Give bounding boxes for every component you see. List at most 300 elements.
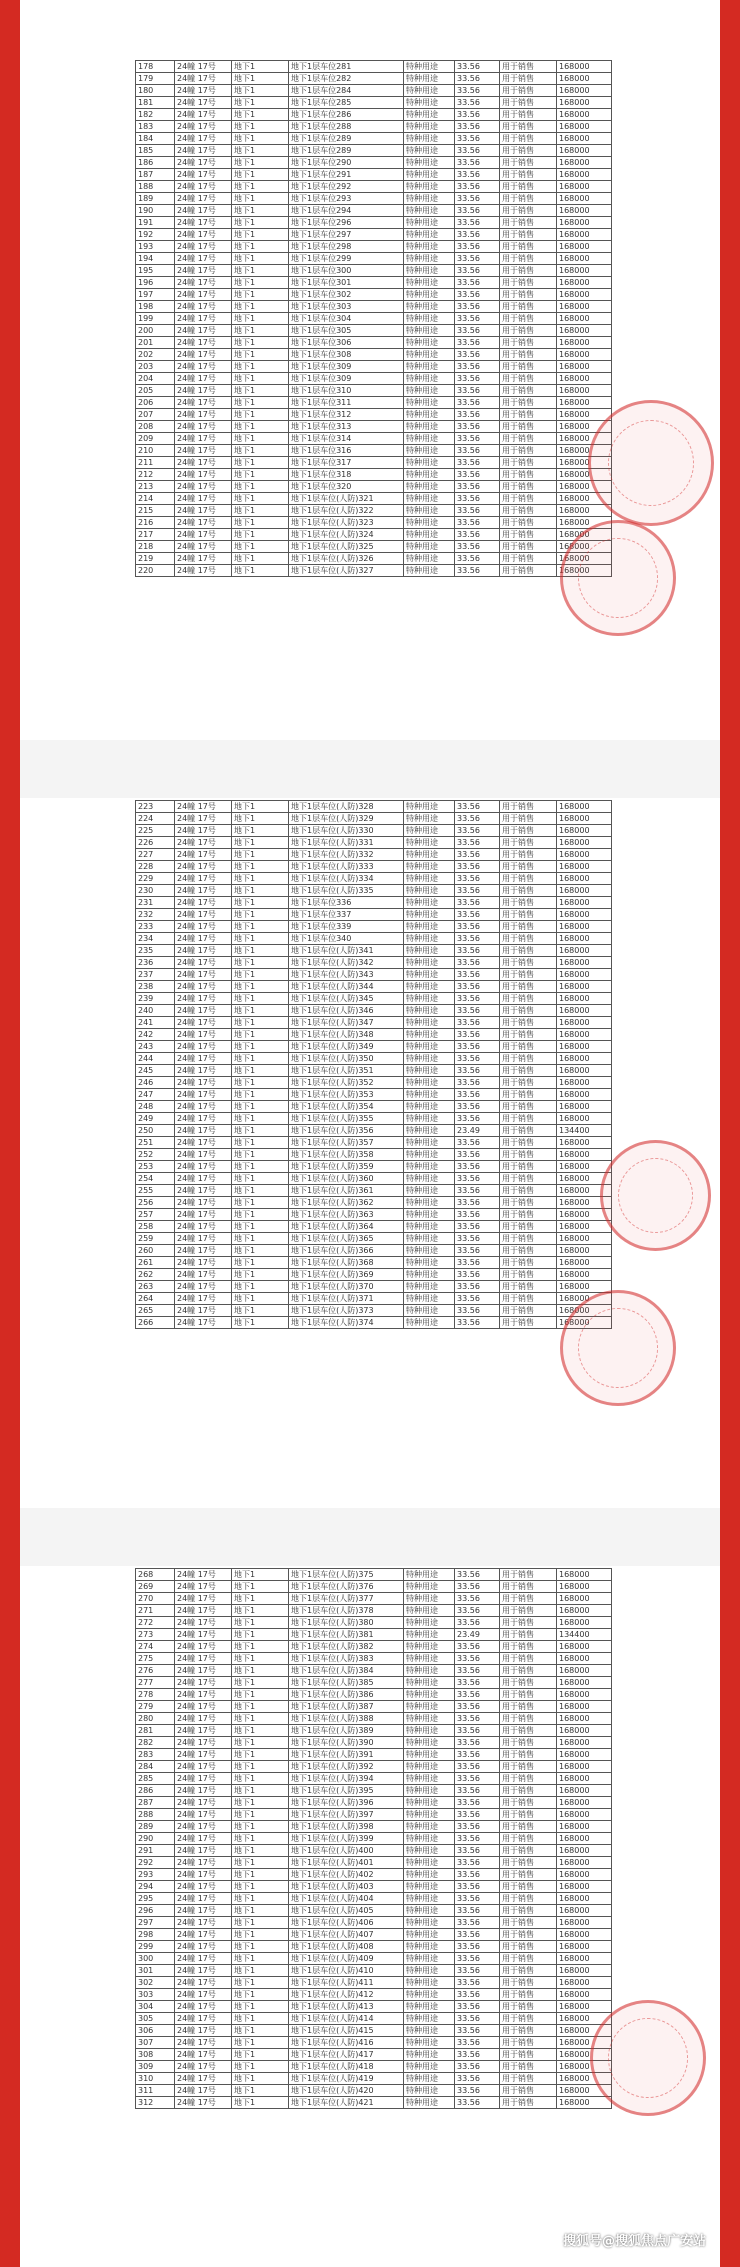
table-row: [136, 2013, 612, 2025]
table-cell: 用于销售: [500, 1233, 557, 1245]
table-cell: 地下1: [232, 909, 289, 921]
table-cell: 用于销售: [500, 897, 557, 909]
table-cell: 24幢 17号: [175, 1989, 232, 2001]
table-cell: 33.56: [455, 1989, 500, 2001]
table-cell: 24幢 17号: [175, 1569, 232, 1581]
table-cell: 地下1层车位(人防)330: [289, 825, 404, 837]
table-cell: 281: [136, 1725, 175, 1737]
table-row: [136, 1185, 612, 1197]
table-cell: 168000: [557, 217, 612, 229]
table-cell: 用于销售: [500, 181, 557, 193]
table-cell: 33.56: [455, 909, 500, 921]
table-cell: 188: [136, 181, 175, 193]
table-cell: 地下1层车位306: [289, 337, 404, 349]
table-cell: 地下1层车位(人防)397: [289, 1809, 404, 1821]
table-cell: 168000: [557, 529, 612, 541]
table-cell: 用于销售: [500, 1125, 557, 1137]
table-cell: 用于销售: [500, 1305, 557, 1317]
table-cell: 特种用途: [404, 373, 455, 385]
table-cell: 168000: [557, 2061, 612, 2073]
table-cell: 地下1层车位(人防)420: [289, 2085, 404, 2097]
table-cell: 地下1层车位298: [289, 241, 404, 253]
table-cell: 用于销售: [500, 825, 557, 837]
table-cell: 24幢 17号: [175, 1269, 232, 1281]
table-cell: 地下1: [232, 1965, 289, 1977]
table-cell: 33.56: [455, 193, 500, 205]
table-cell: 33.56: [455, 2085, 500, 2097]
table-cell: 用于销售: [500, 1797, 557, 1809]
table-cell: 用于销售: [500, 2061, 557, 2073]
table-cell: 地下1层车位282: [289, 73, 404, 85]
table-cell: 33.56: [455, 1293, 500, 1305]
table-cell: 地下1层车位(人防)334: [289, 873, 404, 885]
table-cell: 地下1层车位(人防)415: [289, 2025, 404, 2037]
table-cell: 特种用途: [404, 1113, 455, 1125]
page-gap: [20, 1508, 720, 1566]
table-cell: 168000: [557, 457, 612, 469]
table-cell: 24幢 17号: [175, 1785, 232, 1797]
table-cell: 地下1层车位(人防)323: [289, 517, 404, 529]
table-cell: 33.56: [455, 1245, 500, 1257]
table-row: [136, 1569, 612, 1581]
table-cell: 33.56: [455, 1197, 500, 1209]
page-gap: [20, 740, 720, 798]
table-cell: 特种用途: [404, 933, 455, 945]
table-cell: 33.56: [455, 85, 500, 97]
table-cell: 用于销售: [500, 1641, 557, 1653]
table-cell: 168000: [557, 1317, 612, 1329]
table-cell: 特种用途: [404, 289, 455, 301]
table-cell: 33.56: [455, 1041, 500, 1053]
table-cell: 24幢 17号: [175, 2061, 232, 2073]
table-cell: 用于销售: [500, 289, 557, 301]
table-cell: 24幢 17号: [175, 1065, 232, 1077]
table-cell: 地下1层车位299: [289, 253, 404, 265]
table-row: [136, 2085, 612, 2097]
table-cell: 288: [136, 1809, 175, 1821]
table-cell: 地下1: [232, 801, 289, 813]
table-cell: 168000: [557, 837, 612, 849]
table-cell: 33.56: [455, 933, 500, 945]
table-cell: 290: [136, 1833, 175, 1845]
table-cell: 特种用途: [404, 1965, 455, 1977]
table-cell: 24幢 17号: [175, 373, 232, 385]
table-cell: 用于销售: [500, 1221, 557, 1233]
table-cell: 地下1层车位(人防)345: [289, 993, 404, 1005]
table-row: [136, 565, 612, 577]
table-cell: 特种用途: [404, 2001, 455, 2013]
table-cell: 地下1层车位(人防)351: [289, 1065, 404, 1077]
table-cell: 238: [136, 981, 175, 993]
table-row: [136, 241, 612, 253]
table-cell: 用于销售: [500, 933, 557, 945]
table-cell: 33.56: [455, 61, 500, 73]
table-row: [136, 885, 612, 897]
table-cell: 特种用途: [404, 1269, 455, 1281]
table-row: [136, 529, 612, 541]
table-cell: 地下1: [232, 133, 289, 145]
table-cell: 地下1层车位(人防)349: [289, 1041, 404, 1053]
table-cell: 用于销售: [500, 109, 557, 121]
table-cell: 特种用途: [404, 385, 455, 397]
table-cell: 33.56: [455, 2001, 500, 2013]
table-cell: 296: [136, 1905, 175, 1917]
table-cell: 270: [136, 1593, 175, 1605]
table-cell: 地下1层车位(人防)350: [289, 1053, 404, 1065]
table-cell: 特种用途: [404, 1185, 455, 1197]
table-cell: 地下1层车位(人防)329: [289, 813, 404, 825]
table-cell: 特种用途: [404, 993, 455, 1005]
table-cell: 168000: [557, 373, 612, 385]
table-cell: 33.56: [455, 229, 500, 241]
table-cell: 24幢 17号: [175, 993, 232, 1005]
table-cell: 用于销售: [500, 1917, 557, 1929]
table-cell: 特种用途: [404, 1053, 455, 1065]
table-cell: 特种用途: [404, 1281, 455, 1293]
table-cell: 地下1: [232, 1221, 289, 1233]
table-row: [136, 825, 612, 837]
table-row: [136, 1905, 612, 1917]
table-cell: 特种用途: [404, 313, 455, 325]
table-row: [136, 1869, 612, 1881]
table-row: [136, 1641, 612, 1653]
table-cell: 地下1层车位297: [289, 229, 404, 241]
table-cell: 33.56: [455, 1725, 500, 1737]
table-cell: 特种用途: [404, 1797, 455, 1809]
table-cell: 地下1: [232, 1161, 289, 1173]
table-cell: 用于销售: [500, 1209, 557, 1221]
table-cell: 用于销售: [500, 1761, 557, 1773]
table-cell: 地下1: [232, 1809, 289, 1821]
table-cell: 24幢 17号: [175, 1797, 232, 1809]
table-cell: 168000: [557, 957, 612, 969]
table-cell: 33.56: [455, 1569, 500, 1581]
table-cell: 24幢 17号: [175, 205, 232, 217]
table-cell: 33.56: [455, 1953, 500, 1965]
table-cell: 地下1层车位(人防)376: [289, 1581, 404, 1593]
table-cell: 地下1: [232, 1593, 289, 1605]
table-cell: 地下1层车位336: [289, 897, 404, 909]
table-cell: 168000: [557, 349, 612, 361]
table-cell: 地下1层车位(人防)357: [289, 1137, 404, 1149]
table-cell: 特种用途: [404, 1941, 455, 1953]
table-cell: 用于销售: [500, 505, 557, 517]
table-cell: 地下1层车位(人防)405: [289, 1905, 404, 1917]
table-cell: 24幢 17号: [175, 97, 232, 109]
table-cell: 地下1层车位(人防)421: [289, 2097, 404, 2109]
table-cell: 24幢 17号: [175, 2013, 232, 2025]
table-cell: 地下1层车位294: [289, 205, 404, 217]
table-cell: 用于销售: [500, 1617, 557, 1629]
table-cell: 地下1: [232, 361, 289, 373]
table-cell: 168000: [557, 825, 612, 837]
table-cell: 地下1: [232, 1581, 289, 1593]
table-cell: 243: [136, 1041, 175, 1053]
table-cell: 274: [136, 1641, 175, 1653]
official-seal: [588, 400, 714, 526]
table-cell: 255: [136, 1185, 175, 1197]
table-cell: 168000: [557, 1137, 612, 1149]
table-cell: 278: [136, 1689, 175, 1701]
table-cell: 33.56: [455, 1917, 500, 1929]
table-cell: 33.56: [455, 1185, 500, 1197]
table-cell: 用于销售: [500, 325, 557, 337]
table-cell: 186: [136, 157, 175, 169]
table-cell: 24幢 17号: [175, 325, 232, 337]
table-cell: 地下1: [232, 517, 289, 529]
table-cell: 地下1层车位317: [289, 457, 404, 469]
table-cell: 地下1: [232, 1641, 289, 1653]
table-cell: 特种用途: [404, 801, 455, 813]
table-cell: 33.56: [455, 861, 500, 873]
table-cell: 168000: [557, 1689, 612, 1701]
table-cell: 地下1层车位313: [289, 421, 404, 433]
table-cell: 217: [136, 529, 175, 541]
table-cell: 地下1层车位(人防)378: [289, 1605, 404, 1617]
table-row: [136, 145, 612, 157]
table-cell: 207: [136, 409, 175, 421]
table-cell: 地下1: [232, 933, 289, 945]
table-cell: 168000: [557, 121, 612, 133]
table-cell: 地下1: [232, 1617, 289, 1629]
table-cell: 168000: [557, 97, 612, 109]
table-cell: 277: [136, 1677, 175, 1689]
table-cell: 地下1: [232, 1653, 289, 1665]
table-cell: 24幢 17号: [175, 1161, 232, 1173]
table-cell: 地下1: [232, 1845, 289, 1857]
table-cell: 24幢 17号: [175, 109, 232, 121]
table-cell: 用于销售: [500, 1269, 557, 1281]
table-cell: 249: [136, 1113, 175, 1125]
table-cell: 168000: [557, 1929, 612, 1941]
table-cell: 地下1: [232, 1749, 289, 1761]
table-cell: 地下1: [232, 457, 289, 469]
table-cell: 用于销售: [500, 1701, 557, 1713]
table-cell: 168000: [557, 361, 612, 373]
table-row: [136, 121, 612, 133]
table-cell: 24幢 17号: [175, 2073, 232, 2085]
table-cell: 地下1: [232, 1281, 289, 1293]
table-cell: 用于销售: [500, 1953, 557, 1965]
table-cell: 地下1层车位(人防)341: [289, 945, 404, 957]
table-cell: 24幢 17号: [175, 1581, 232, 1593]
table-cell: 地下1层车位(人防)395: [289, 1785, 404, 1797]
table-cell: 地下1层车位(人防)371: [289, 1293, 404, 1305]
table-cell: 297: [136, 1917, 175, 1929]
table-row: [136, 1833, 612, 1845]
table-cell: 地下1层车位(人防)383: [289, 1653, 404, 1665]
table-cell: 168000: [557, 885, 612, 897]
table-cell: 地下1: [232, 837, 289, 849]
table-cell: 特种用途: [404, 1821, 455, 1833]
table-cell: 地下1层车位(人防)363: [289, 1209, 404, 1221]
table-cell: 用于销售: [500, 1245, 557, 1257]
table-cell: 特种用途: [404, 529, 455, 541]
table-cell: 24幢 17号: [175, 301, 232, 313]
table-cell: 24幢 17号: [175, 981, 232, 993]
table-cell: 242: [136, 1029, 175, 1041]
table-cell: 220: [136, 565, 175, 577]
table-cell: 特种用途: [404, 409, 455, 421]
table-cell: 地下1层车位(人防)389: [289, 1725, 404, 1737]
table-cell: 地下1: [232, 2037, 289, 2049]
table-cell: 用于销售: [500, 1893, 557, 1905]
table-cell: 33.56: [455, 133, 500, 145]
table-cell: 241: [136, 1017, 175, 1029]
table-cell: 地下1: [232, 1137, 289, 1149]
table-cell: 地下1层车位289: [289, 133, 404, 145]
table-cell: 特种用途: [404, 1029, 455, 1041]
table-cell: 用于销售: [500, 1281, 557, 1293]
table-cell: 168000: [557, 1833, 612, 1845]
table-cell: 地下1: [232, 1077, 289, 1089]
table-cell: 235: [136, 945, 175, 957]
table-cell: 33.56: [455, 313, 500, 325]
table-cell: 用于销售: [500, 361, 557, 373]
table-cell: 特种用途: [404, 969, 455, 981]
table-cell: 地下1层车位300: [289, 265, 404, 277]
table-cell: 特种用途: [404, 1893, 455, 1905]
table-cell: 33.56: [455, 1593, 500, 1605]
table-row: [136, 1125, 612, 1137]
table-cell: 用于销售: [500, 1989, 557, 2001]
table-cell: 33.56: [455, 993, 500, 1005]
table-cell: 23.49: [455, 1125, 500, 1137]
table-row: [136, 481, 612, 493]
table-cell: 地下1: [232, 97, 289, 109]
table-cell: 地下1: [232, 1005, 289, 1017]
table-cell: 257: [136, 1209, 175, 1221]
table-cell: 地下1层车位(人防)343: [289, 969, 404, 981]
table-cell: 168000: [557, 1293, 612, 1305]
table-cell: 168000: [557, 993, 612, 1005]
table-cell: 地下1层车位(人防)344: [289, 981, 404, 993]
table-cell: 24幢 17号: [175, 957, 232, 969]
table-cell: 24幢 17号: [175, 1053, 232, 1065]
table-row: [136, 169, 612, 181]
table-cell: 用于销售: [500, 553, 557, 565]
table-cell: 特种用途: [404, 481, 455, 493]
table-cell: 306: [136, 2025, 175, 2037]
table-cell: 24幢 17号: [175, 1665, 232, 1677]
table-row: [136, 1161, 612, 1173]
table-cell: 特种用途: [404, 2085, 455, 2097]
table-cell: 168000: [557, 1197, 612, 1209]
table-row: [136, 2073, 612, 2085]
table-cell: 地下1层车位(人防)414: [289, 2013, 404, 2025]
table-cell: 24幢 17号: [175, 169, 232, 181]
table-cell: 33.56: [455, 373, 500, 385]
table-cell: 用于销售: [500, 1977, 557, 1989]
table-cell: 33.56: [455, 1053, 500, 1065]
table-row: [136, 397, 612, 409]
table-cell: 168000: [557, 1305, 612, 1317]
table-cell: 特种用途: [404, 1125, 455, 1137]
table-cell: 33.56: [455, 825, 500, 837]
table-cell: 291: [136, 1845, 175, 1857]
table-cell: 24幢 17号: [175, 193, 232, 205]
table-cell: 特种用途: [404, 61, 455, 73]
table-cell: 24幢 17号: [175, 2025, 232, 2037]
table-cell: 33.56: [455, 957, 500, 969]
table-cell: 168000: [557, 897, 612, 909]
table-cell: 24幢 17号: [175, 457, 232, 469]
table-cell: 特种用途: [404, 1233, 455, 1245]
table-cell: 200: [136, 325, 175, 337]
table-cell: 168000: [557, 193, 612, 205]
table-row: [136, 1629, 612, 1641]
table-cell: 33.56: [455, 1665, 500, 1677]
table-cell: 用于销售: [500, 73, 557, 85]
table-cell: 用于销售: [500, 253, 557, 265]
table-cell: 地下1层车位(人防)328: [289, 801, 404, 813]
table-cell: 23.49: [455, 1629, 500, 1641]
table-cell: 地下1: [232, 1149, 289, 1161]
table-cell: 地下1层车位(人防)391: [289, 1749, 404, 1761]
table-cell: 33.56: [455, 205, 500, 217]
table-cell: 33.56: [455, 325, 500, 337]
table-cell: 地下1层车位(人防)333: [289, 861, 404, 873]
table-cell: 地下1: [232, 1125, 289, 1137]
table-cell: 特种用途: [404, 1929, 455, 1941]
table-cell: 247: [136, 1089, 175, 1101]
table-row: [136, 349, 612, 361]
table-cell: 168000: [557, 1617, 612, 1629]
table-row: [136, 469, 612, 481]
table-cell: 24幢 17号: [175, 1821, 232, 1833]
table-cell: 用于销售: [500, 1317, 557, 1329]
table-cell: 24幢 17号: [175, 313, 232, 325]
table-cell: 地下1: [232, 337, 289, 349]
table-cell: 168000: [557, 1905, 612, 1917]
table-cell: 24幢 17号: [175, 409, 232, 421]
table-cell: 用于销售: [500, 1173, 557, 1185]
table-row: [136, 1281, 612, 1293]
table-cell: 24幢 17号: [175, 361, 232, 373]
table-cell: 地下1层车位281: [289, 61, 404, 73]
table-cell: 24幢 17号: [175, 1845, 232, 1857]
table-cell: 特种用途: [404, 1617, 455, 1629]
table-cell: 168000: [557, 1737, 612, 1749]
table-cell: 地下1层车位(人防)374: [289, 1317, 404, 1329]
table-cell: 特种用途: [404, 981, 455, 993]
table-cell: 特种用途: [404, 1845, 455, 1857]
table-cell: 地下1: [232, 193, 289, 205]
table-row: [136, 109, 612, 121]
table-cell: 33.56: [455, 1017, 500, 1029]
table-cell: 24幢 17号: [175, 217, 232, 229]
table-cell: 地下1: [232, 1977, 289, 1989]
table-cell: 168000: [557, 1605, 612, 1617]
table-cell: 24幢 17号: [175, 553, 232, 565]
table-cell: 168000: [557, 421, 612, 433]
table-cell: 33.56: [455, 1065, 500, 1077]
table-cell: 用于销售: [500, 1293, 557, 1305]
table-cell: 地下1: [232, 265, 289, 277]
table-cell: 用于销售: [500, 837, 557, 849]
table-cell: 特种用途: [404, 1569, 455, 1581]
table-cell: 24幢 17号: [175, 1869, 232, 1881]
table-cell: 33.56: [455, 921, 500, 933]
table-row: [136, 205, 612, 217]
table-cell: 用于销售: [500, 1089, 557, 1101]
table-cell: 24幢 17号: [175, 1245, 232, 1257]
table-cell: 特种用途: [404, 1665, 455, 1677]
table-cell: 特种用途: [404, 541, 455, 553]
table-cell: 24幢 17号: [175, 1737, 232, 1749]
table-row: [136, 409, 612, 421]
table-cell: 168000: [557, 481, 612, 493]
